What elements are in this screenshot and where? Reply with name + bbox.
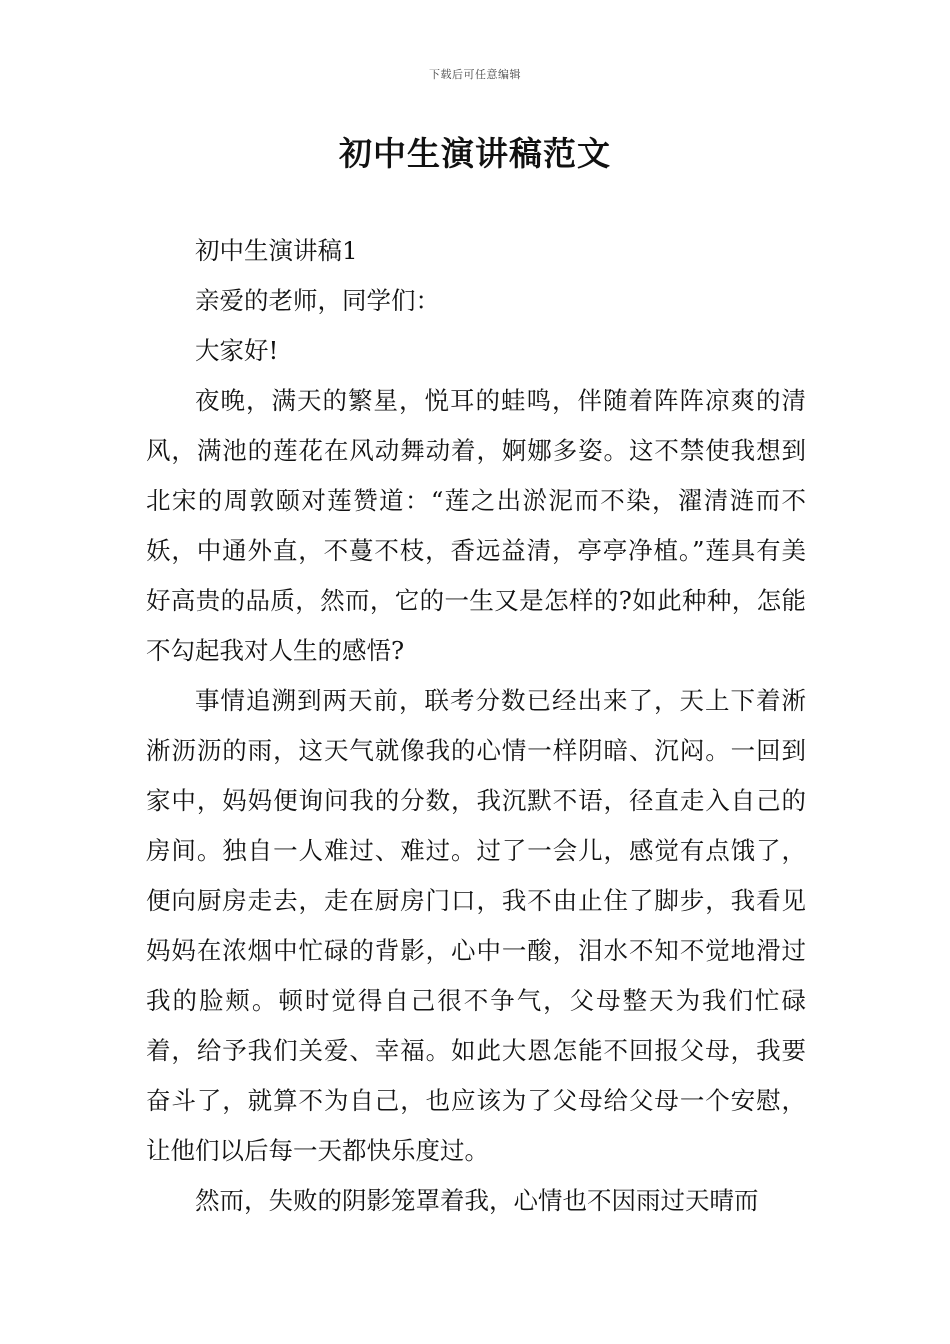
- body-paragraph: 然而，失败的阴影笼罩着我，心情也不因雨过天晴而: [195, 1186, 759, 1215]
- salutation: 亲爱的老师，同学们：: [195, 286, 440, 315]
- header-note: 下载后可任意编辑: [429, 68, 521, 81]
- speech-heading: 初中生演讲稿1: [195, 236, 358, 265]
- document-body: [146, 226, 806, 1226]
- document-title: 初中生演讲稿范文: [339, 134, 611, 173]
- greeting: 大家好!: [195, 336, 279, 365]
- body-paragraph: 夜晚，满天的繁星，悦耳的蛙鸣，伴随着阵阵凉爽的清风，满池的莲花在风动舞动着，婀娜多姿。这不禁使我想到北宋的周敦颐对莲赞道：“莲之出淤泥而不染，濯清涟而不妖，中通外直，不蔓不枝，香远益清，亭亭净植。”莲具有美好高贵的品质，然而，它的一生又是怎样的?如此种种，怎能不勾起我对人生的感悟?: [146, 386, 806, 665]
- body-paragraph: 事情追溯到两天前，联考分数已经出来了，天上下着淅淅沥沥的雨，这天气就像我的心情一样阴暗、沉闷。一回到家中，妈妈便询问我的分数，我沉默不语，径直走入自己的房间。独自一人难过、难过。过了一会儿，感觉有点饿了，便向厨房走去，走在厨房门口，我不由止住了脚步，我看见妈妈在浓烟中忙碌的背影，心中一酸，泪水不知不觉地滑过我的脸颊。顿时觉得自己很不争气，父母整天为我们忙碌着，给予我们关爱、幸福。如此大恩怎能不回报父母，我要奋斗了，就算不为自己，也应该为了父母给父母一个安慰，让他们以后每一天都快乐度过。: [146, 686, 806, 1165]
